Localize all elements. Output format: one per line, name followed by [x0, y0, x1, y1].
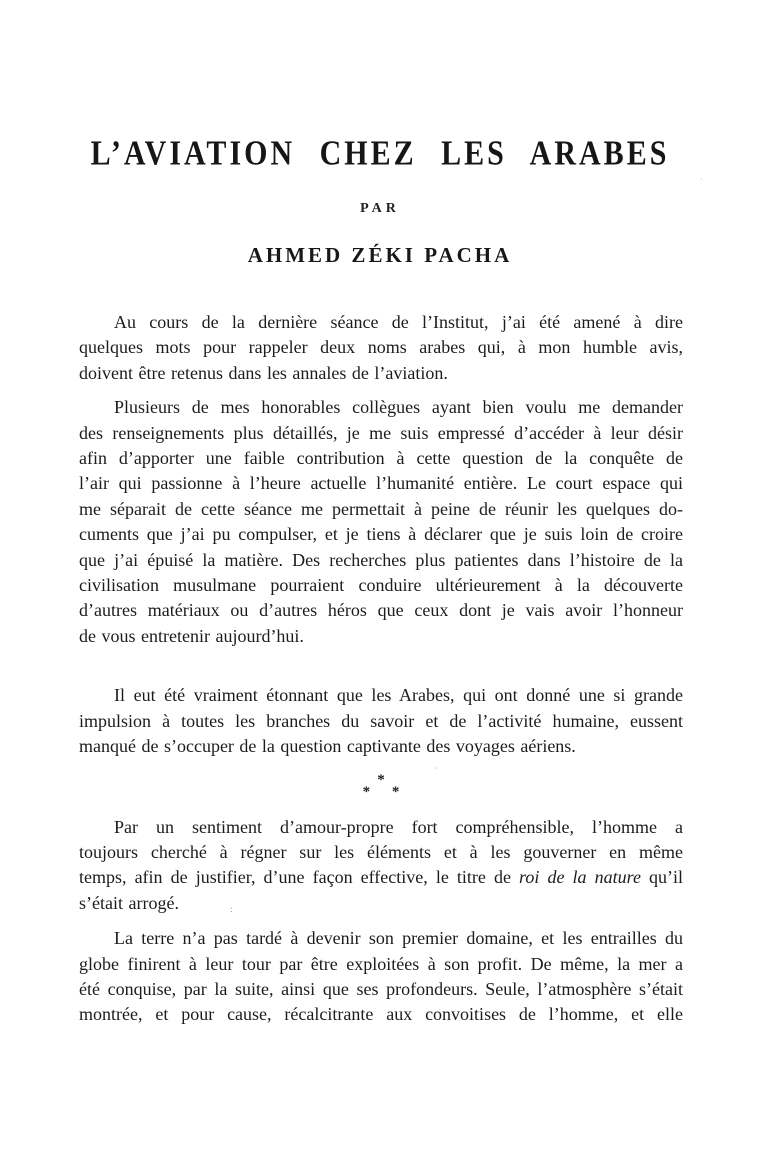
text-line: impulsion à toutes les branches du savoir et de l’activité humaine, eussent — [79, 710, 683, 731]
text-line: afin d’apporter une faible contribution à cette question de la conquête de — [79, 448, 683, 469]
author-name: AHMED ZÉKI PACHA — [247, 243, 513, 267]
scan-speck: : — [230, 904, 233, 914]
text-line: que j’ai épuisé la matière. Des recherches plus patientes dans l’histoire de la — [79, 549, 683, 570]
paragraph-1 — [79, 310, 683, 386]
asterism-divider — [79, 771, 683, 800]
asterism-bottom: * * — [362, 783, 409, 800]
text-line: montrée, et pour cause, récalcitrante aux convoitises de l’homme, et elle — [79, 1004, 683, 1025]
paragraph-3 — [79, 683, 683, 759]
text-line: toujours cherché à régner sur les éléments et à les gouverner en même — [79, 841, 683, 862]
text-line: Il eut été vraiment étonnant que les Arabes, qui ont donné une si grande — [114, 685, 683, 706]
text-line: civilisation musulmane pourraient conduire ultérieurement à la découverte — [79, 575, 683, 596]
paragraph-5 — [79, 926, 683, 1028]
text-line: doivent être retenus dans les annales de l’aviation. — [79, 362, 448, 383]
page-title: L’AVIATION CHEZ LES ARABES — [90, 133, 670, 173]
italic-phrase: roi de la nature — [519, 867, 641, 888]
text-line: Par un sentiment d’amour-propre fort compréhensible, l’homme a — [114, 816, 683, 837]
text-line: s’était arrogé. — [79, 892, 179, 913]
text-line: été conquise, par la suite, ainsi que ses profondeurs. Seule, l’atmosphère s’était — [79, 978, 683, 999]
text-line: l’air qui passionne à l’heure actuelle l’humanité entière. Le court espace qui — [79, 473, 683, 494]
text-line: cuments que j’ai pu compulser, et je tiens à déclarer que je suis loin de croire — [79, 524, 683, 545]
text-segment: qu’il — [649, 867, 684, 888]
text-line: Au cours de la dernière séance de l’Institut, j’ai été amené à dire — [114, 312, 683, 332]
text-line: Plusieurs de mes honorables collègues ayant bien voulu me demander — [114, 397, 683, 418]
text-line: manqué de s’occuper de la question captivante des voyages aériens. — [79, 736, 576, 757]
scan-speck: · — [434, 764, 437, 773]
paragraph-2 — [79, 395, 683, 649]
text-line: La terre n’a pas tardé à devenir son premier domaine, et les entrailles du — [114, 928, 683, 949]
scan-speck: · — [700, 174, 703, 184]
text-line-with-italic — [79, 865, 683, 890]
text-line: d’autres matériaux ou d’autres héros que ceux dont je vais avoir l’honneur — [79, 600, 683, 621]
text-line: me séparait de cette séance me permettait à peine de réunir les quelques do- — [79, 498, 683, 519]
paragraph-4 — [79, 815, 683, 917]
document-body — [79, 310, 683, 1028]
text-line: globe finirent à leur tour par être exploitées à son profit. De même, la mer a — [79, 953, 683, 974]
text-line: quelques mots pour rappeler deux noms arabes qui, à mon humble avis, — [79, 337, 683, 358]
text-segment: temps, afin de justifier, d’une façon effective, le titre de — [79, 867, 511, 888]
asterism-top: * — [377, 771, 385, 788]
byline-par: PAR — [360, 201, 400, 216]
text-line: des renseignements plus détaillés, je me suis empressé d’accéder à leur désir — [79, 422, 683, 443]
text-line: de vous entretenir aujourd’hui. — [79, 625, 304, 646]
